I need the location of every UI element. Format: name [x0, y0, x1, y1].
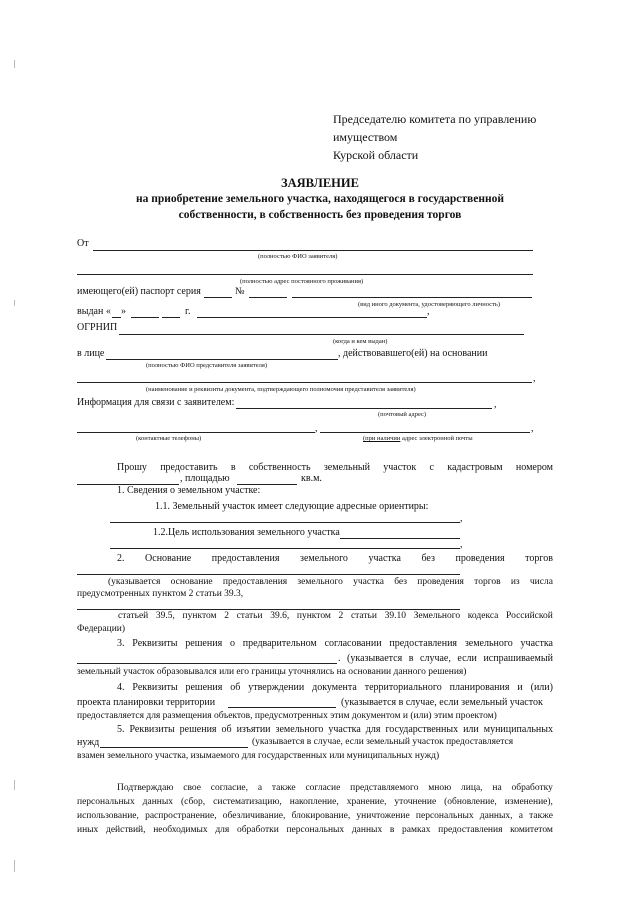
section-5-word: муниципальных: [483, 724, 553, 735]
section-3-cont-word: .: [338, 653, 341, 664]
consent-word: Подтверждаю: [117, 783, 174, 793]
section-2-hint-word: предоставления: [222, 577, 288, 587]
applicant-address-field[interactable]: [77, 274, 533, 275]
section-5-cont: нужд: [77, 737, 100, 748]
section-2-word: проведения: [455, 553, 505, 564]
request-word: предоставить: [160, 462, 218, 473]
consent-word: также: [271, 783, 296, 793]
section-4-word: (или): [530, 682, 553, 693]
section-3-cont-word: (указывается: [347, 653, 403, 664]
consent-line-3: [77, 811, 553, 821]
representative-hint: (полностью ФИО представителя заявителя): [146, 362, 268, 369]
section-4-cont-b: (указывается в случае, если земельный участок: [341, 697, 543, 708]
section-5-word: 5.: [117, 724, 125, 735]
phones-hint: (контактные телефоны): [136, 435, 202, 442]
consent-word: (сбор,: [180, 797, 206, 807]
section-2-hint-word: земельного: [297, 577, 343, 587]
scan-edge-mark: [14, 780, 15, 790]
consent-word: обезличивание,: [222, 811, 286, 821]
section-5-word: изъятии: [236, 724, 271, 735]
addressee-line-1: Председателю комитета по управлению: [333, 112, 537, 126]
postal-hint: (почтовый адрес): [378, 411, 427, 418]
request-word: в: [230, 462, 236, 473]
area-label: , площадью: [180, 473, 230, 484]
consent-word: обработку: [511, 783, 553, 793]
acting-label: , действовавшего(ей) на основании: [338, 348, 488, 359]
section-5-line: [117, 724, 553, 735]
section-3-cont-word: в: [408, 653, 414, 664]
other-document-field[interactable]: [292, 297, 532, 298]
section-3-word: согласовании: [324, 638, 382, 649]
request-word: участок: [383, 462, 417, 473]
scan-edge-mark: [14, 60, 15, 68]
section-1: 1. Сведения о земельном участке:: [117, 485, 261, 496]
land-use-purpose-field-2[interactable]: [110, 548, 460, 549]
section-2-hint-word: участка: [353, 577, 384, 587]
section-5-word: решения: [179, 724, 217, 735]
passport-number-sign: №: [235, 286, 245, 297]
request-word: номером: [515, 462, 553, 473]
issued-year-field[interactable]: [162, 317, 180, 318]
consent-line-2: [77, 797, 553, 807]
email-hint-underlined: (при наличии: [363, 435, 401, 442]
section-2-word: участка: [368, 553, 401, 564]
section-5-hint: взамен земельного участка, изымаемого для государственных или муниципальных нужд): [77, 751, 440, 761]
address-hint: (полностью адрес постоянного проживания): [240, 278, 364, 285]
document-title: ЗАЯВЛЕНИЕ: [281, 176, 359, 190]
section-5-word: об: [221, 724, 232, 735]
email-field[interactable]: [320, 432, 530, 433]
section-2-hint-word: Земельного: [413, 611, 461, 621]
section-3-cont-word: случае,: [420, 653, 451, 664]
section-2-hint-word: 39.6,: [270, 611, 290, 621]
request-line: [117, 462, 553, 473]
consent-word: данных: [142, 797, 174, 807]
section-2-word: Основание: [145, 553, 192, 564]
section-2-hint-word: 39.5,: [155, 611, 175, 621]
section-3-word: 3.: [117, 638, 125, 649]
consent-word: изменение),: [504, 797, 553, 807]
section-1-1: 1.1. Земельный участок имеет следующие адресные ориентиры:: [155, 501, 429, 512]
section-3-word: решения: [185, 638, 223, 649]
section-4-word: планирования: [449, 682, 510, 693]
consent-word: для: [215, 825, 230, 835]
document-subtitle-2: собственности, в собственность без проведения торгов: [178, 209, 462, 221]
section-3-word: о: [229, 638, 235, 649]
ogrnip-label: ОГРНИП: [77, 322, 118, 333]
section-2-hint-word: из: [510, 577, 520, 587]
section-3-word: участка: [520, 638, 553, 649]
consent-word: иных: [77, 825, 99, 835]
scan-edge-mark: [14, 300, 15, 306]
section-5-word: участка: [328, 724, 361, 735]
consent-word: комитетом: [510, 825, 553, 835]
comma: ,: [315, 423, 318, 434]
consent-word: также: [529, 811, 553, 821]
grounds-field[interactable]: [77, 574, 460, 575]
rep-document-hint: (наименование и реквизиты документа, подтверждающего полномочия представителя заявителя): [146, 386, 416, 393]
document-subtitle-1: на приобретение земельного участка, находящегося в государственной: [136, 193, 504, 205]
land-use-purpose-field[interactable]: [340, 538, 460, 539]
issued-month-field[interactable]: [131, 317, 159, 318]
issued-by-hint: (когда и кем выдан): [333, 338, 388, 345]
section-4-hint: предоставляется для размещения объектов, предусмотренных этим документом и (или) этим проектом): [77, 711, 497, 721]
applicant-name-field[interactable]: [93, 250, 533, 251]
consent-word: представляемого: [350, 783, 419, 793]
comma: ,: [494, 399, 497, 410]
consent-word: на: [492, 783, 502, 793]
section-2-hint-word: без: [394, 577, 407, 587]
passport-number-field[interactable]: [249, 297, 287, 298]
section-4-word: территориального: [364, 682, 442, 693]
request-word: земельный: [323, 462, 370, 473]
section-3-word: земельного: [464, 638, 513, 649]
section-2-word: торгов: [525, 553, 553, 564]
scan-edge-mark: [14, 860, 15, 872]
email-hint-rest: адрес электронной почты: [400, 435, 473, 442]
passport-series-field[interactable]: [204, 297, 232, 298]
consent-word: персональных: [77, 797, 135, 807]
consent-line-4: [77, 825, 553, 835]
section-2-hint-line-1: [108, 577, 553, 587]
consent-word: а: [518, 811, 523, 821]
consent-word: обработки: [236, 825, 279, 835]
consent-word: уточнение: [394, 797, 437, 807]
section-1-2: 1.2.Цель использования земельного участка: [153, 527, 340, 538]
section-4-word: и: [517, 682, 523, 693]
section-5-word: государственных: [385, 724, 459, 735]
section-3-word: предоставления: [389, 638, 458, 649]
issued-year-suffix: г.: [185, 306, 191, 317]
passport-label: имеющего(ей) паспорт серия: [77, 286, 201, 297]
consent-word: данных: [351, 825, 383, 835]
section-3-line: [117, 638, 553, 649]
postal-address-field[interactable]: [236, 408, 492, 409]
consent-word: согласие,: [210, 783, 249, 793]
request-word: Прошу: [117, 462, 147, 473]
consent-word: согласие: [305, 783, 341, 793]
consent-word: данных,: [479, 811, 513, 821]
addressee-line-2: имуществом: [333, 130, 398, 144]
section-5-word: для: [365, 724, 381, 735]
section-2-word: 2.: [117, 553, 125, 564]
person-label: в лице: [77, 348, 105, 359]
section-2-hint-line-2: [118, 611, 553, 621]
phones-field[interactable]: [77, 432, 315, 433]
request-word: собственность: [248, 462, 311, 473]
section-2-hint-word: 2: [224, 611, 229, 621]
section-4-word: документа: [312, 682, 357, 693]
consent-word: использование,: [77, 811, 139, 821]
issued-quote-close: »: [121, 306, 126, 317]
comma: ,: [427, 306, 430, 317]
consent-word: рамках: [402, 825, 431, 835]
email-hint: [363, 435, 473, 442]
consent-word: накопление,: [289, 797, 339, 807]
comma: ,: [533, 373, 536, 384]
consent-word: а: [257, 783, 263, 793]
consent-word: свое: [183, 783, 201, 793]
section-2-hint-word: пунктом: [182, 611, 217, 621]
section-2-hint-line-1b: предусмотренных пунктом 2 статьи 39.3,: [77, 589, 244, 599]
consent-word: персональных: [286, 825, 345, 835]
section-3-hint: земельный участок образовывался или его границы уточнялись на основании данного решения): [77, 667, 467, 677]
ogrnip-field[interactable]: [119, 334, 524, 335]
issued-day-field[interactable]: [112, 317, 121, 318]
section-5-cont-b: (указывается в случае, если земельный участок предоставляется: [252, 737, 514, 747]
planning-document-field[interactable]: [228, 707, 336, 708]
consent-word: персональных: [415, 811, 474, 821]
area-unit: кв.м.: [301, 473, 322, 484]
section-4-word: Реквизиты: [132, 682, 178, 693]
document-hint: (вид иного документа, удостоверяющего личность): [358, 301, 501, 308]
section-3-cont-word: если: [457, 653, 477, 664]
section-2-hint-word: основание: [170, 577, 213, 587]
section-3-cont-line: [338, 653, 553, 664]
section-2-hint-word: (указывается: [108, 577, 161, 587]
section-4-cont: проекта планировки территории: [77, 697, 216, 708]
consent-word: необходимых: [153, 825, 208, 835]
contact-label: Информация для связи с заявителем:: [77, 397, 235, 408]
consent-word: лица,: [461, 783, 483, 793]
consent-word: действий,: [105, 825, 146, 835]
issued-prefix: выдан «: [77, 306, 111, 317]
section-2-word: без: [421, 553, 435, 564]
seizure-decision-field[interactable]: [100, 747, 248, 748]
section-2-word: предоставления: [211, 553, 280, 564]
fio-hint: (полностью ФИО заявителя): [258, 253, 338, 260]
section-5-word: или: [463, 724, 479, 735]
address-landmarks-field[interactable]: [110, 522, 460, 523]
section-3-cont-word: испрашиваемый: [483, 653, 553, 664]
consent-word: (обновление,: [444, 797, 497, 807]
rep-document-field[interactable]: [77, 382, 532, 383]
section-3-word: Реквизиты: [132, 638, 178, 649]
addressee-line-3: Курской области: [333, 148, 419, 162]
section-2-hint-word: пунктом: [296, 611, 331, 621]
section-2-hint-word: проведения: [417, 577, 464, 587]
comma: ,: [460, 513, 463, 524]
preliminary-approval-field[interactable]: [77, 663, 337, 664]
section-2-line: [117, 553, 553, 564]
consent-word: систематизацию,: [213, 797, 282, 807]
consent-word: в: [389, 825, 395, 835]
consent-word: мною: [428, 783, 452, 793]
consent-word: распространение,: [145, 811, 217, 821]
consent-word: предоставления: [438, 825, 503, 835]
section-4-line: [117, 682, 553, 693]
section-2-hint-word: Российской: [506, 611, 553, 621]
section-2-word: земельного: [300, 553, 348, 564]
section-2-hint-word: 2: [338, 611, 344, 621]
request-word: кадастровым: [447, 462, 503, 473]
section-2-hint-word: статьей: [118, 611, 149, 621]
section-5-word: Реквизиты: [129, 724, 175, 735]
section-4-word: решения: [185, 682, 223, 693]
section-5-word: земельного: [275, 724, 324, 735]
section-3-word: предварительном: [242, 638, 317, 649]
from-label: От: [77, 238, 89, 249]
section-2-hint-line-3: Федерации): [77, 624, 126, 634]
comma: ,: [460, 539, 463, 550]
comma: ,: [531, 423, 534, 434]
consent-line-1: [117, 783, 553, 793]
section-4-word: об: [230, 682, 241, 693]
consent-word: уничтожение: [356, 811, 410, 821]
section-2-hint-word: статьи: [350, 611, 377, 621]
consent-word: блокирование,: [291, 811, 351, 821]
section-4-word: утверждении: [248, 682, 305, 693]
issued-by-field[interactable]: [197, 317, 427, 318]
section-2-hint-word: статьи: [236, 611, 263, 621]
section-2-hint-word: 39.10: [384, 611, 406, 621]
representative-name-field[interactable]: [106, 359, 338, 360]
request-word: с: [429, 462, 434, 473]
consent-word: хранение,: [346, 797, 387, 807]
grounds-field-2[interactable]: [77, 609, 460, 610]
section-2-hint-word: числа: [529, 577, 553, 587]
section-4-word: 4.: [117, 682, 125, 693]
section-2-hint-word: кодекса: [467, 611, 499, 621]
section-2-hint-word: торгов: [474, 577, 501, 587]
